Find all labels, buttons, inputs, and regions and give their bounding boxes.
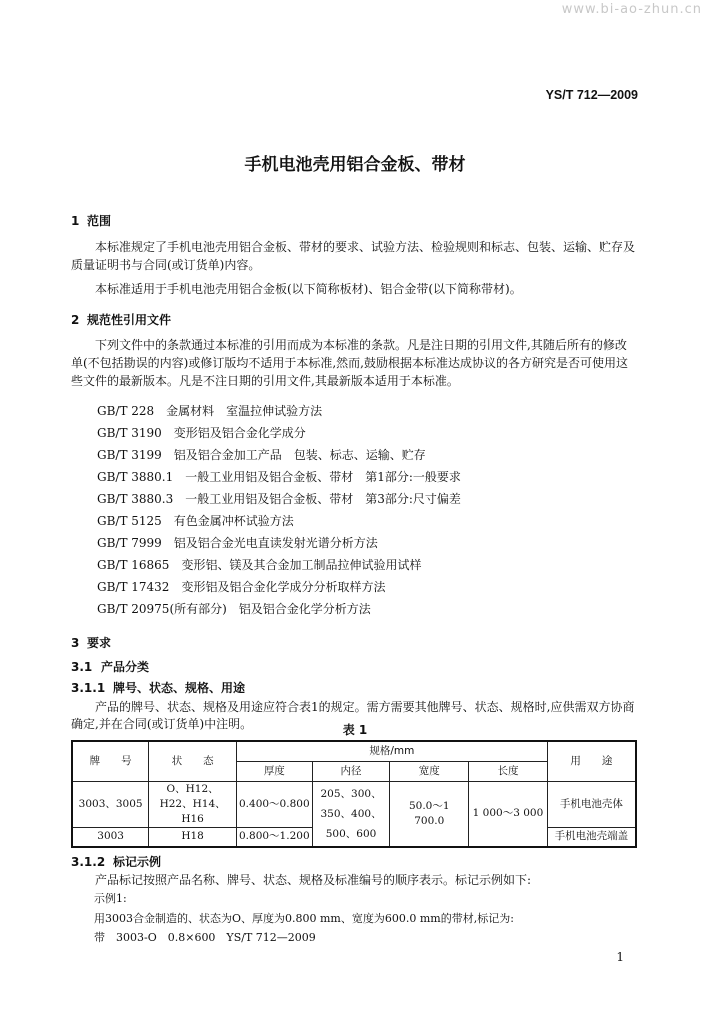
reference-item: GB/T 20975(所有部分) 铝及铝合金化学分析方法	[97, 602, 371, 616]
section-number: 2	[71, 313, 80, 327]
cell-use: 手机电池壳体	[547, 781, 636, 827]
paragraph: 本标准规定了手机电池壳用铝合金板、带材的要求、试验方法、检验规则和标志、包装、运输、贮存及质量证明书与合同(或订货单)内容。	[71, 240, 636, 272]
section-title: 产品分类	[101, 660, 150, 674]
section-title: 要求	[87, 636, 112, 650]
cell-length: 1 000～3 000	[469, 781, 548, 847]
subsection-3-1-2-heading	[71, 853, 161, 870]
reference-item: GB/T 228 金属材料 室温拉伸试验方法	[97, 404, 323, 418]
standard-number: YS/T 712—2009	[545, 88, 638, 102]
cell-use: 手机电池壳端盖	[547, 827, 636, 847]
section-number: 3.1	[71, 660, 93, 674]
section-number: 1	[71, 214, 80, 228]
header-width: 宽度	[390, 761, 469, 781]
header-inner-diameter: 内径	[312, 761, 390, 781]
cell-inner-diameter: 205、300、350、400、500、600	[312, 781, 390, 847]
section-title: 牌号、状态、规格、用途	[113, 681, 246, 695]
section-title: 范围	[87, 214, 112, 228]
document-title: 手机电池壳用铝合金板、带材	[244, 155, 466, 175]
paragraph: 下列文件中的条款通过本标准的引用而成为本标准的条款。凡是注日期的引用文件,其随后所有的修改单(不包括勘误的内容)或修订版均不适用于本标准,然而,鼓励根据本标准达成协议的各方研究是否可使用这些文件的最新版本。凡是不注日期的引用文件,其最新版本适用于本标准。	[71, 338, 628, 388]
cell-thickness: 0.800～1.200	[236, 827, 312, 847]
table-caption: 表 1	[342, 723, 368, 737]
page-number: 1	[616, 950, 624, 964]
reference-item: GB/T 17432 变形铝及铝合金化学成分分析取样方法	[97, 580, 386, 594]
cell-thickness: 0.400～0.800	[236, 781, 312, 827]
header-use: 用 途	[547, 741, 636, 781]
section-number: 3.1.2	[71, 855, 106, 869]
watermark: www.bi-ao-zhun.cn	[561, 2, 702, 17]
section-1-heading	[71, 212, 111, 229]
reference-item: GB/T 3199 铝及铝合金加工产品 包装、标志、运输、贮存	[97, 448, 426, 462]
subsection-3-1-heading	[71, 658, 149, 675]
header-length: 长度	[469, 761, 548, 781]
header-spec: 规格/mm	[236, 741, 547, 761]
section-number: 3.1.1	[71, 681, 106, 695]
section-number: 3	[71, 636, 80, 650]
header-grade: 牌 号	[72, 741, 149, 781]
reference-item: GB/T 3880.1 一般工业用铝及铝合金板、带材 第1部分:一般要求	[97, 470, 461, 484]
reference-item: GB/T 5125 有色金属冲杯试验方法	[97, 514, 294, 528]
spec-table	[71, 740, 637, 848]
paragraph: 产品的牌号、状态、规格及用途应符合表1的规定。需方需要其他牌号、状态、规格时,应供需双方协商确定,并在合同(或订货单)中注明。	[71, 700, 635, 731]
example-text: 用3003合金制造的、状态为O、厚度为0.800 mm、宽度为600.0 mm的带材,标记为:	[94, 912, 514, 925]
header-temper: 状 态	[149, 741, 237, 781]
section-2-heading	[71, 311, 171, 328]
cell-width: 50.0～1 700.0	[390, 781, 469, 847]
paragraph: 产品标记按照产品名称、牌号、状态、规格及标准编号的顺序表示。标记示例如下:	[95, 873, 532, 887]
example-mark: 带 3003-O 0.8×600 YS/T 712—2009	[94, 931, 316, 944]
reference-item: GB/T 7999 铝及铝合金光电直读发射光谱分析方法	[97, 536, 378, 550]
reference-item: GB/T 3880.3 一般工业用铝及铝合金板、带材 第3部分:尺寸偏差	[97, 492, 461, 506]
section-title: 规范性引用文件	[87, 313, 172, 327]
paragraph: 本标准适用于手机电池壳用铝合金板(以下简称板材)、铝合金带(以下简称带材)。	[95, 282, 522, 296]
cell-grade: 3003	[72, 827, 149, 847]
header-thickness: 厚度	[236, 761, 312, 781]
cell-temper: O、H12、H22、H14、H16	[149, 781, 237, 827]
section-title: 标记示例	[113, 855, 162, 869]
subsection-3-1-1-heading	[71, 679, 245, 696]
cell-temper: H18	[149, 827, 237, 847]
example-label: 示例1:	[94, 892, 127, 905]
cell-grade: 3003、3005	[72, 781, 149, 827]
reference-item: GB/T 3190 变形铝及铝合金化学成分	[97, 426, 306, 440]
reference-item: GB/T 16865 变形铝、镁及其合金加工制品拉伸试验用试样	[97, 558, 422, 572]
section-3-heading	[71, 634, 111, 651]
